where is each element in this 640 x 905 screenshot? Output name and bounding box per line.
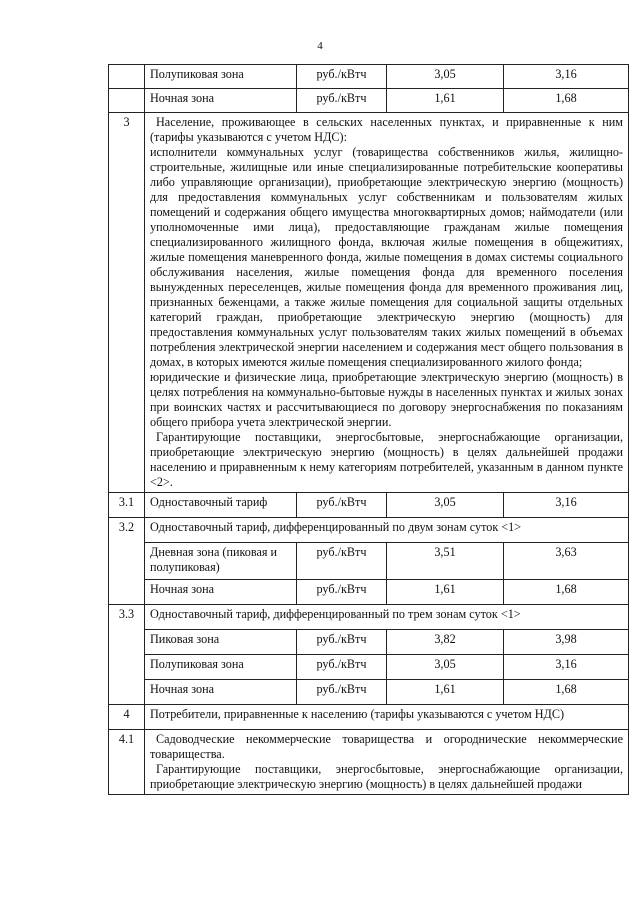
section-4-1-paragraph-2: Гарантирующие поставщики, энергосбытовые, энергоснабжающие организации, приобретающие электрическую энергию (мощность) в целях дальнейшей продажи — [150, 762, 623, 791]
row-number-cell — [109, 89, 145, 113]
tariff-title: Одноставочный тариф, дифференцированный по трем зонам суток <1> — [145, 605, 629, 630]
unit-cell: руб./кВтч — [297, 680, 387, 705]
value-1-cell: 1,61 — [387, 580, 504, 605]
row-number-cell — [109, 65, 145, 89]
zone-label: Полупиковая зона — [145, 65, 297, 89]
section-4-1-paragraph-1: Садоводческие некоммерческие товарищества и огороднические некоммерческие товарищества. — [150, 732, 623, 761]
section-3-text — [145, 113, 629, 493]
table-row-3-1 — [109, 493, 629, 518]
row-number-cell: 4.1 — [109, 730, 145, 795]
tariff-label: Одноставочный тариф — [145, 493, 297, 518]
row-number-cell: 3 — [109, 113, 145, 493]
table-row — [109, 655, 629, 680]
section-4-title: Потребители, приравненные к населению (тарифы указываются с учетом НДС) — [145, 705, 629, 730]
section-3-paragraph-2: юридические и физические лица, приобретающие электрическую энергию (мощность) в целях потребления на коммунально-бытовые нужды в населенных пунктах и жилых зонах при воинских частях и рассчитывающиеся по договору энергоснабжения по показаниям общего прибора учета электрической энергии. — [150, 370, 623, 429]
unit-cell: руб./кВтч — [297, 630, 387, 655]
unit-cell: руб./кВтч — [297, 655, 387, 680]
value-2-cell: 1,68 — [504, 580, 629, 605]
value-1-cell: 3,05 — [387, 65, 504, 89]
unit-cell: руб./кВтч — [297, 89, 387, 113]
table-row-3-3 — [109, 605, 629, 630]
zone-label: Ночная зона — [145, 580, 297, 605]
table-row — [109, 580, 629, 605]
table-row-4 — [109, 705, 629, 730]
table-row-4-1 — [109, 730, 629, 795]
value-1-cell: 1,61 — [387, 680, 504, 705]
value-2-cell: 3,63 — [504, 543, 629, 580]
value-1-cell: 3,51 — [387, 543, 504, 580]
zone-label: Пиковая зона — [145, 630, 297, 655]
unit-cell: руб./кВтч — [297, 65, 387, 89]
value-2-cell: 3,16 — [504, 65, 629, 89]
section-3-paragraph-3: Гарантирующие поставщики, энергосбытовые, энергоснабжающие организации, приобретающие электрическую энергию (мощность) в целях дальнейшей продажи населению и приравненным к нему категориям потребителей, указанным в данном пункте <2>. — [150, 430, 623, 489]
zone-label: Ночная зона — [145, 89, 297, 113]
row-number-cell: 4 — [109, 705, 145, 730]
table-row — [109, 65, 629, 89]
row-number-cell: 3.2 — [109, 518, 145, 605]
value-1-cell: 3,82 — [387, 630, 504, 655]
table-row — [109, 630, 629, 655]
value-2-cell: 1,68 — [504, 89, 629, 113]
section-3-title: Население, проживающее в сельских населенных пунктах, и приравненные к ним (тарифы указываются с учетом НДС): — [150, 115, 623, 144]
unit-cell: руб./кВтч — [297, 493, 387, 518]
value-2-cell: 1,68 — [504, 680, 629, 705]
table-row — [109, 543, 629, 580]
row-number-cell: 3.1 — [109, 493, 145, 518]
tariff-table — [108, 64, 629, 795]
value-2-cell: 3,98 — [504, 630, 629, 655]
zone-label: Ночная зона — [145, 680, 297, 705]
table-row — [109, 89, 629, 113]
section-3-paragraph-1: исполнители коммунальных услуг (товарищества собственников жилья, жилищно-строительные, жилищные или иные специализированные потребительские кооперативы либо управляющие организации), приобретающие электрическую энергию (мощность) для предоставления коммунальных услуг собственникам и пользователям жилых помещений и содержания общего имущества многоквартирных домов; наймодатели (или уполномоченные ими лица), предоставляющие гражданам жилые помещения специализированного жилищного фонда, включая жилые помещения в общежитиях, жилые помещения маневренного фонда, жилые помещения в домах системы социального обслуживания населения, жилые помещения фонда для временного поселения вынужденных переселенцев, жилые помещения фонда для временного проживания лиц, признанных беженцами, а также жилые помещения для социальной защиты отдельных категорий граждан, приобретающие электрическую энергию (мощность) для предоставления коммунальных услуг пользователям таких жилых помещений в объемах потребления электрической энергии населением и содержания мест общего пользования в домах, в которых имеются жилые помещения специализированного жилого фонда; — [150, 145, 623, 369]
zone-label: Полупиковая зона — [145, 655, 297, 680]
page-number: 4 — [317, 40, 323, 52]
unit-cell: руб./кВтч — [297, 580, 387, 605]
unit-cell: руб./кВтч — [297, 543, 387, 580]
value-1-cell: 3,05 — [387, 655, 504, 680]
section-4-1-text — [145, 730, 629, 795]
table-row — [109, 680, 629, 705]
row-number-cell: 3.3 — [109, 605, 145, 705]
value-2-cell: 3,16 — [504, 655, 629, 680]
table-row-section-3 — [109, 113, 629, 493]
table-row-3-2 — [109, 518, 629, 543]
value-2-cell: 3,16 — [504, 493, 629, 518]
value-1-cell: 1,61 — [387, 89, 504, 113]
zone-label: Дневная зона (пиковая и полупиковая) — [145, 543, 297, 580]
value-1-cell: 3,05 — [387, 493, 504, 518]
tariff-title: Одноставочный тариф, дифференцированный по двум зонам суток <1> — [145, 518, 629, 543]
